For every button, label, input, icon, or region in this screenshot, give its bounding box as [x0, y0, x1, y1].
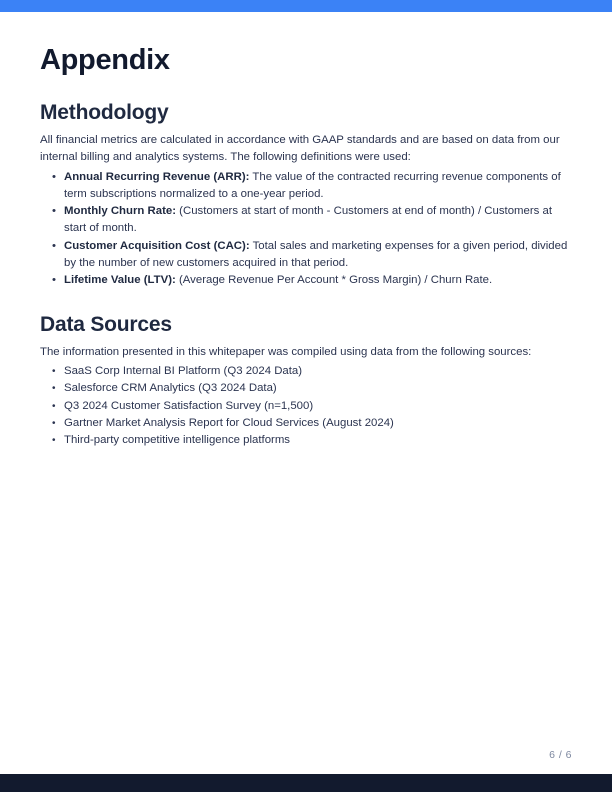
list-item	[64, 169, 572, 204]
definition-description: (Average Revenue Per Account * Gross Margin) / Churn Rate.	[178, 274, 493, 287]
list-item: • SaaS Corp Internal BI Platform (Q3 2024 Data)	[64, 363, 572, 380]
list-item	[64, 238, 572, 273]
section-title-data-sources: Data Sources	[40, 312, 172, 336]
section-methodology	[40, 100, 572, 290]
definition-description: (Customers at start of month - Customers at end of month) / Customers at start of month.	[64, 205, 553, 235]
data-source-list	[40, 363, 572, 449]
definition-term: Lifetime Value (LTV):	[64, 274, 176, 287]
list-item: • Third-party competitive intelligence platforms	[64, 432, 572, 449]
bottom-accent-bar	[0, 774, 612, 792]
definition-term: Customer Acquisition Cost (CAC):	[64, 239, 250, 252]
section-paragraph-methodology: All financial metrics are calculated in accordance with GAAP standards and are based on data from our internal billing and analytics systems. The following definitions were used:	[40, 134, 560, 164]
top-accent-bar	[0, 0, 612, 12]
definition-description: Total sales and marketing expenses for a given period, divided by the number of new customers acquired in that period.	[64, 239, 568, 270]
list-item: • Gartner Market Analysis Report for Cloud Services (August 2024)	[64, 415, 572, 432]
page-content	[40, 12, 572, 449]
section-paragraph-data-sources: The information presented in this whitepaper was compiled using data from the following sources:	[40, 345, 532, 358]
definition-term: Annual Recurring Revenue (ARR):	[64, 170, 250, 183]
definition-description: The value of the contracted recurring revenue components of term subscriptions normalized to a one-year period.	[64, 170, 561, 200]
list-item	[64, 272, 572, 289]
page-number: 6 / 6	[549, 749, 572, 761]
list-item: • Q3 2024 Customer Satisfaction Survey (n=1,500)	[64, 398, 572, 415]
section-data-sources	[40, 312, 572, 450]
definition-list	[40, 169, 572, 290]
page-title: Appendix	[40, 44, 170, 76]
list-item: • Salesforce CRM Analytics (Q3 2024 Data)	[64, 380, 572, 397]
section-title-methodology: Methodology	[40, 101, 169, 124]
definition-term: Monthly Churn Rate:	[64, 205, 176, 218]
list-item	[64, 203, 572, 238]
